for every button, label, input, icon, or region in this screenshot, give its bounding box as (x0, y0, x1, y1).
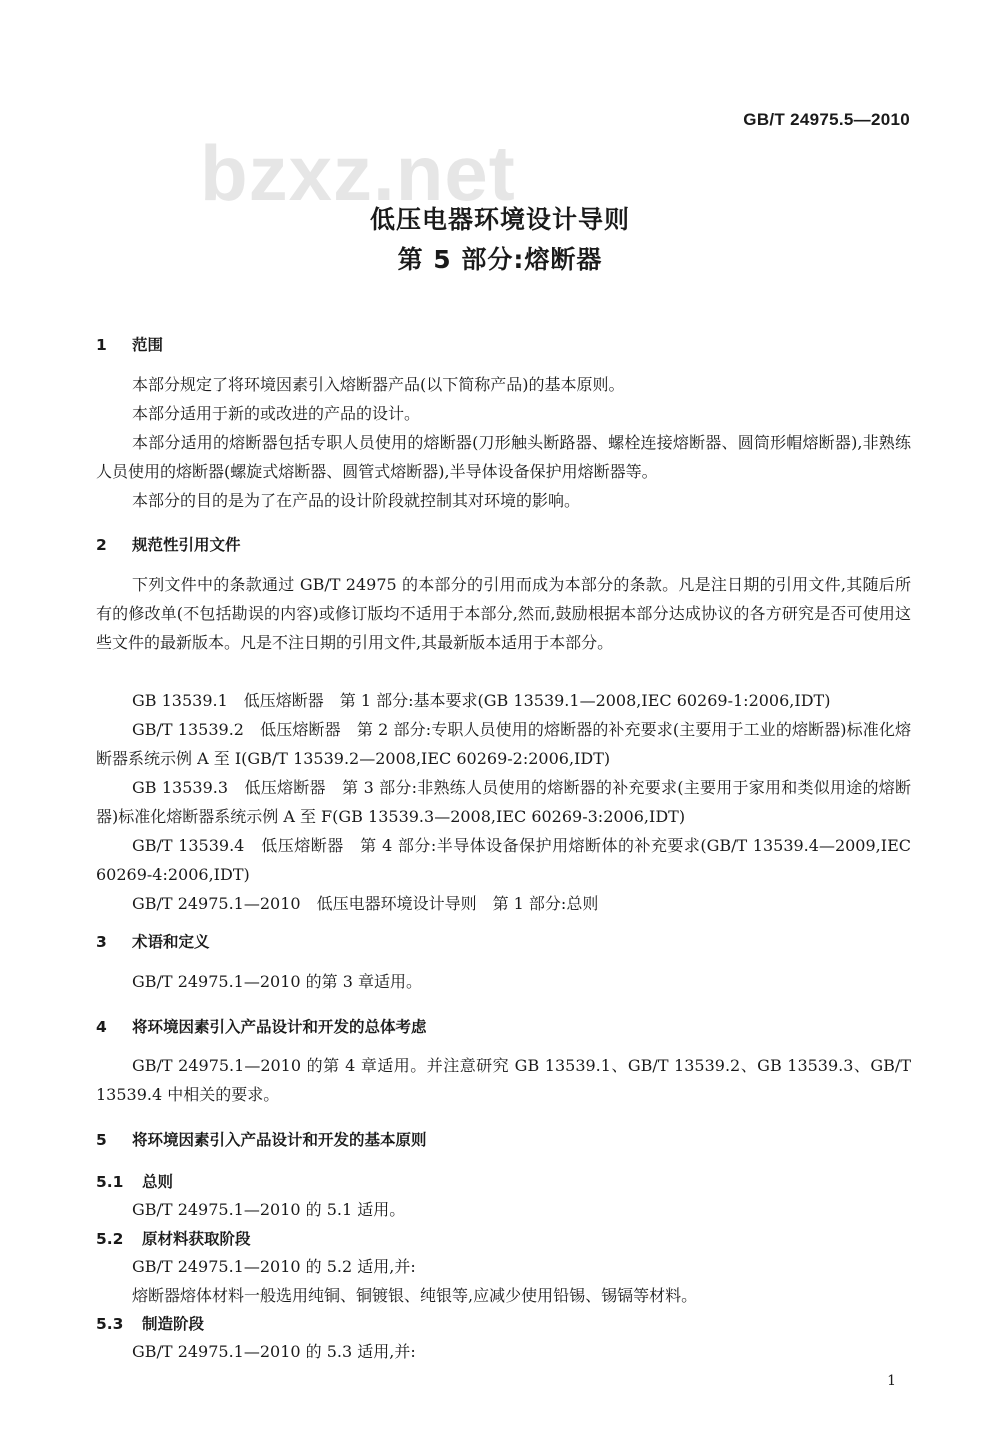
section-number: 3 (96, 933, 107, 951)
section-5-heading (96, 1128, 427, 1150)
subsection-title: 总则 (142, 1173, 174, 1191)
reference-item: GB/T 13539.2 低压熔断器 第 2 部分:专职人员使用的熔断器的补充要求(主要用于工业的熔断器)标准化熔断器系统示例 A 至 I(GB/T 13539.2—2008,IEC 60269-2:2006,IDT) (96, 720, 911, 768)
paragraph: GB/T 24975.1—2010 的第 4 章适用。并注意研究 GB 13539.1、GB/T 13539.2、GB 13539.3、GB/T 13539.4 中相关的要求。 (96, 1056, 911, 1104)
paragraph: 本部分适用的熔断器包括专职人员使用的熔断器(刀形触头断路器、螺栓连接熔断器、圆筒形帽熔断器),非熟练人员使用的熔断器(螺旋式熔断器、圆管式熔断器),半导体设备保护用熔断器等。 (96, 433, 911, 481)
watermark: bzxz.net (200, 129, 516, 217)
subsection-title: 原材料获取阶段 (142, 1230, 251, 1248)
paragraph: GB/T 24975.1—2010 的 5.3 适用,并: (132, 1342, 416, 1361)
document-title-line1: 低压电器环境设计导则 (369, 205, 630, 234)
subsection-title: 制造阶段 (142, 1315, 205, 1333)
reference-item: GB/T 13539.4 低压熔断器 第 4 部分:半导体设备保护用熔断体的补充要求(GB/T 13539.4—2009,IEC 60269-4:2006,IDT) (96, 836, 911, 884)
paragraph: GB/T 24975.1—2010 的第 3 章适用。 (132, 972, 423, 991)
section-title: 范围 (132, 336, 164, 354)
section-title: 将环境因素引入产品设计和开发的基本原则 (132, 1131, 427, 1149)
document-title-line2: 第 5 部分:熔断器 (397, 245, 603, 274)
paragraph: 熔断器熔体材料一般选用纯铜、铜镀银、纯银等,应减少使用铅锡、锡镉等材料。 (132, 1286, 698, 1305)
paragraph: 本部分的目的是为了在产品的设计阶段就控制其对环境的影响。 (132, 491, 581, 510)
subsection-5-1-heading (96, 1170, 173, 1192)
reference-item: GB/T 24975.1—2010 低压电器环境设计导则 第 1 部分:总则 (132, 894, 599, 913)
paragraph: GB/T 24975.1—2010 的 5.2 适用,并: (132, 1257, 416, 1276)
section-number: 5 (96, 1131, 107, 1149)
section-title: 术语和定义 (132, 933, 210, 951)
section-number: 1 (96, 336, 107, 354)
section-title: 规范性引用文件 (132, 536, 241, 554)
page-number: 1 (887, 1373, 896, 1389)
section-3-heading (96, 930, 210, 952)
paragraph: 本部分规定了将环境因素引入熔断器产品(以下简称产品)的基本原则。 (132, 375, 625, 394)
reference-item: GB 13539.3 低压熔断器 第 3 部分:非熟练人员使用的熔断器的补充要求(主要用于家用和类似用途的熔断器)标准化熔断器系统示例 A 至 F(GB 13539.3—2008,IEC 60269-3:2006,IDT) (96, 778, 911, 826)
standard-code: GB/T 24975.5—2010 (743, 110, 910, 129)
paragraph: 下列文件中的条款通过 GB/T 24975 的本部分的引用而成为本部分的条款。凡是注日期的引用文件,其随后所有的修改单(不包括勘误的内容)或修订版均不适用于本部分,然而,鼓励根据本部分达成协议的各方研究是否可使用这些文件的最新版本。凡是不注日期的引用文件,其最新版本适用于本部分。 (96, 575, 911, 652)
section-1-heading (96, 333, 163, 355)
reference-item: GB 13539.1 低压熔断器 第 1 部分:基本要求(GB 13539.1—2008,IEC 60269-1:2006,IDT) (132, 691, 831, 710)
section-number: 4 (96, 1018, 107, 1036)
subsection-5-2-heading (96, 1227, 251, 1249)
subsection-number: 5.1 (96, 1173, 124, 1191)
paragraph: GB/T 24975.1—2010 的 5.1 适用。 (132, 1200, 406, 1219)
subsection-number: 5.3 (96, 1315, 124, 1333)
subsection-5-3-heading (96, 1312, 204, 1334)
section-2-heading (96, 533, 241, 555)
section-number: 2 (96, 536, 107, 554)
paragraph: 本部分适用于新的或改进的产品的设计。 (132, 404, 421, 423)
subsection-number: 5.2 (96, 1230, 124, 1248)
section-title: 将环境因素引入产品设计和开发的总体考虑 (132, 1018, 427, 1036)
section-4-heading (96, 1015, 427, 1037)
